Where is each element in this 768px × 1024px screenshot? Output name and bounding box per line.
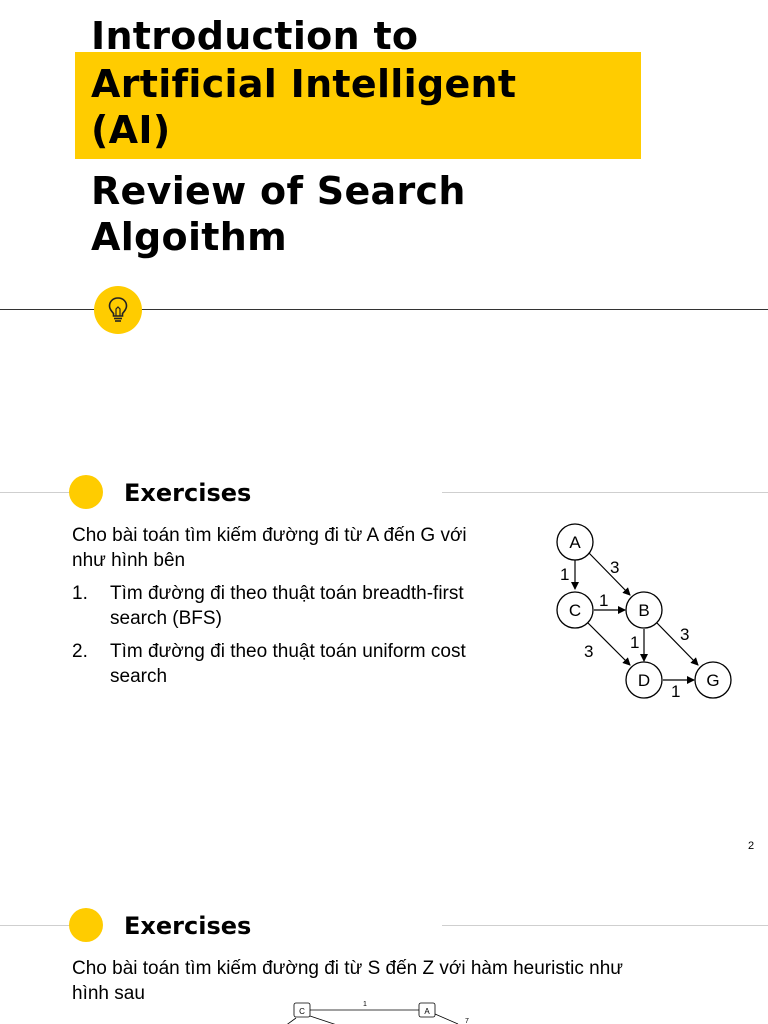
graph-node-label: G	[706, 671, 720, 690]
heuristic-graph-partial	[230, 996, 530, 1024]
list-item-text: search	[110, 666, 168, 687]
section-dot	[69, 475, 103, 509]
lightbulb-badge	[94, 286, 142, 334]
graph-node-label: A	[569, 533, 581, 552]
graph-edge	[310, 1016, 340, 1024]
section-rule-left	[0, 925, 70, 926]
title-line-1: Introduction to	[91, 14, 419, 58]
edge-weight: 1	[560, 565, 570, 584]
edge-weight: 3	[680, 625, 690, 644]
search-graph	[540, 515, 750, 710]
page-number: 2	[748, 840, 755, 852]
edge-weight: 7	[465, 1018, 469, 1024]
subtitle	[91, 168, 591, 260]
section-rule-left	[0, 492, 70, 493]
list-item-text: Tìm đường đi theo thuật toán uniform cost	[110, 641, 466, 662]
exercise-intro-line-1: Cho bài toán tìm kiếm đường đi từ S đến Z với hàm heuristic như	[72, 958, 623, 979]
list-item-number: 2.	[72, 641, 88, 662]
subtitle-line-2: Algoithm	[91, 215, 287, 259]
title-line-3: (AI)	[91, 108, 171, 152]
graph-edge	[657, 623, 698, 665]
edge-weight: 1	[671, 682, 681, 701]
edge-weight: 1	[599, 591, 609, 610]
section-heading: Exercises	[124, 479, 252, 507]
section-rule-right	[442, 925, 768, 926]
section-heading: Exercises	[124, 912, 252, 940]
exercise-intro-line-1: Cho bài toán tìm kiếm đường đi từ A đến G với	[72, 525, 467, 546]
section-rule-right	[442, 492, 768, 493]
graph-edge	[588, 623, 630, 665]
edge-weight: 3	[584, 642, 594, 661]
lightbulb-icon	[106, 296, 130, 324]
subtitle-line-1: Review of Search	[91, 169, 466, 213]
graph-edge	[285, 1018, 296, 1024]
title-line-2: Artificial Intelligent	[91, 62, 517, 106]
graph-node-label: B	[638, 601, 650, 620]
graph-node-label: C	[568, 601, 582, 620]
graph-node-label: A	[424, 1007, 430, 1016]
section-dot	[69, 908, 103, 942]
list-item-text: search (BFS)	[110, 608, 222, 629]
graph-edge	[435, 1014, 458, 1024]
exercise-intro-line-2: như hình bên	[72, 550, 186, 571]
edge-weight: 1	[630, 633, 640, 652]
list-item-text: Tìm đường đi theo thuật toán breadth-first	[110, 583, 464, 604]
list-item-number: 1.	[72, 583, 88, 604]
graph-node-label: D	[637, 671, 651, 690]
exercise-intro-line-2: hình sau	[72, 983, 145, 1004]
edge-weight: 1	[363, 1001, 367, 1008]
graph-node-label: C	[299, 1007, 305, 1016]
edge-weight: 3	[610, 558, 620, 577]
